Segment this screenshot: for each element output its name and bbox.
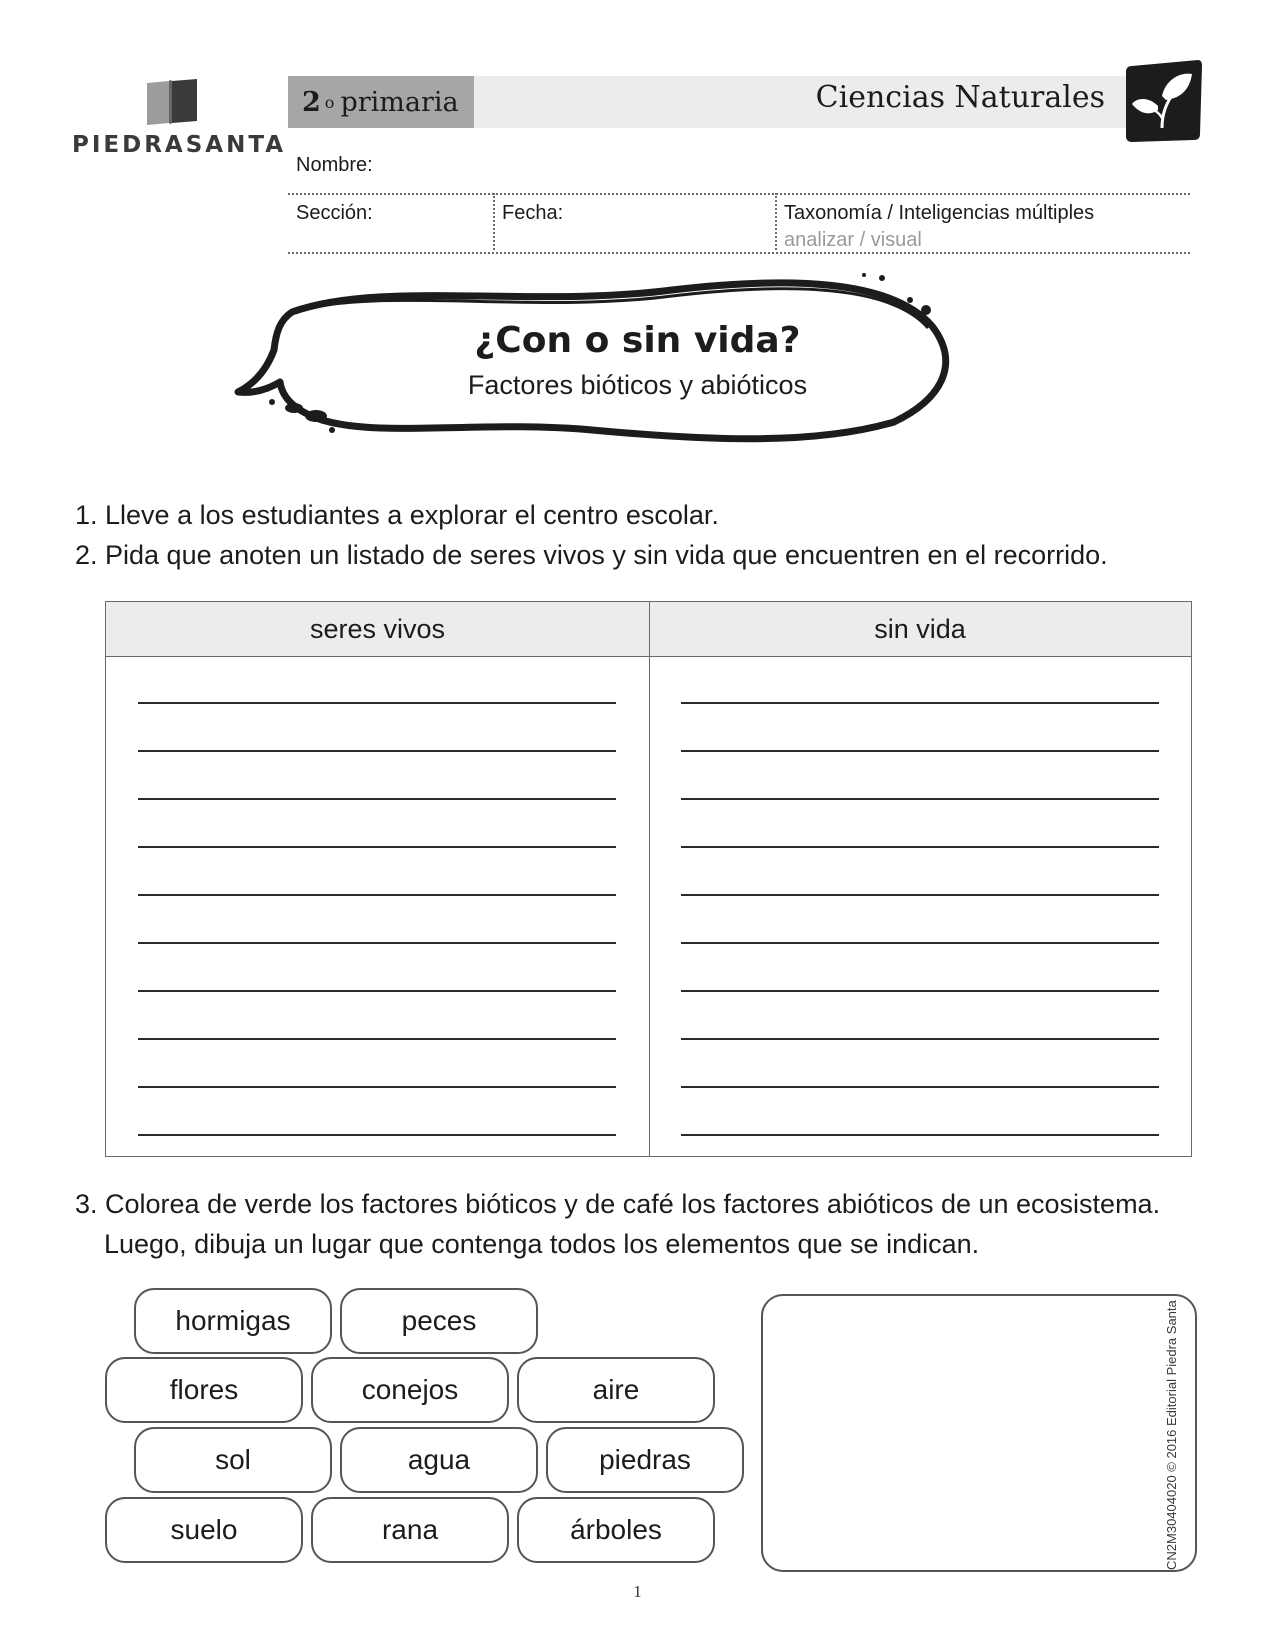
writing-line[interactable] — [681, 750, 1159, 752]
writing-line[interactable] — [681, 990, 1159, 992]
writing-line[interactable] — [681, 846, 1159, 848]
word-pill[interactable]: rana — [311, 1497, 509, 1563]
word-pill[interactable]: conejos — [311, 1357, 509, 1423]
writing-line[interactable] — [681, 894, 1159, 896]
title-speech-bubble — [232, 270, 992, 460]
writing-line[interactable] — [681, 702, 1159, 704]
word-pill[interactable]: hormigas — [134, 1288, 332, 1354]
fecha-label: Fecha: — [502, 202, 564, 224]
activity-subtitle: Factores bióticos y abióticos — [467, 370, 808, 400]
brand-logo-text: PIEDRASANTA — [72, 132, 287, 158]
writing-line[interactable] — [138, 894, 616, 896]
grade-number: 2 — [302, 86, 321, 118]
writing-line[interactable] — [138, 1038, 616, 1040]
writing-line[interactable] — [681, 1038, 1159, 1040]
instruction-1: 1. Lleve a los estudiantes a explorar el centro escolar. — [75, 500, 719, 530]
word-pill[interactable]: suelo — [105, 1497, 303, 1563]
field-divider — [775, 193, 777, 250]
word-pill[interactable]: piedras — [546, 1427, 744, 1493]
taxonomia-label: Taxonomía / Inteligencias múltiples — [784, 202, 1095, 224]
word-pill[interactable]: flores — [105, 1357, 303, 1423]
activity-title: ¿Con o sin vida? — [474, 320, 801, 361]
word-pill[interactable]: sol — [134, 1427, 332, 1493]
writing-line[interactable] — [138, 1086, 616, 1088]
column-header-sin-vida: sin vida — [649, 602, 1191, 657]
copyright-credit: CN2M30404020 © 2016 Editorial Piedra Santa — [1164, 1300, 1179, 1570]
word-pill[interactable]: agua — [340, 1427, 538, 1493]
writing-line[interactable] — [138, 702, 616, 704]
instruction-3: 3. Colorea de verde los factores bióticos y de café los factores abióticos de un ecosistema. — [75, 1189, 1161, 1219]
instruction-3-continued: Luego, dibuja un lugar que contenga todos los elementos que se indican. — [104, 1229, 980, 1259]
page-number: 1 — [633, 1582, 642, 1601]
writing-line[interactable] — [681, 798, 1159, 800]
drawing-area[interactable] — [761, 1294, 1197, 1572]
form-bottom-line — [288, 252, 1190, 254]
grade-label — [288, 76, 474, 128]
writing-line[interactable] — [681, 1086, 1159, 1088]
taxonomia-value: analizar / visual — [784, 229, 922, 251]
seccion-label: Sección: — [296, 202, 373, 224]
writing-line[interactable] — [138, 942, 616, 944]
column-header-seres-vivos: seres vivos — [106, 602, 649, 657]
writing-line[interactable] — [138, 846, 616, 848]
leaf-icon — [1122, 58, 1204, 144]
subject-title: Ciencias Naturales — [815, 80, 1105, 115]
listing-table — [105, 601, 1192, 1157]
field-divider — [493, 193, 495, 250]
nombre-line[interactable] — [288, 193, 1190, 195]
word-pill[interactable]: peces — [340, 1288, 538, 1354]
column-divider — [649, 602, 650, 1156]
word-pill[interactable]: árboles — [517, 1497, 715, 1563]
nombre-label: Nombre: — [296, 154, 373, 176]
open-book-icon — [145, 77, 199, 127]
instruction-2: 2. Pida que anoten un listado de seres vivos y sin vida que encuentren en el recorrido. — [75, 540, 1108, 570]
writing-line[interactable] — [681, 1134, 1159, 1136]
writing-line[interactable] — [681, 942, 1159, 944]
writing-line[interactable] — [138, 798, 616, 800]
writing-line[interactable] — [138, 990, 616, 992]
grade-level: primaria — [340, 86, 459, 118]
writing-line[interactable] — [138, 750, 616, 752]
writing-line[interactable] — [138, 1134, 616, 1136]
grade-ordinal: o — [324, 92, 335, 112]
word-pill[interactable]: aire — [517, 1357, 715, 1423]
